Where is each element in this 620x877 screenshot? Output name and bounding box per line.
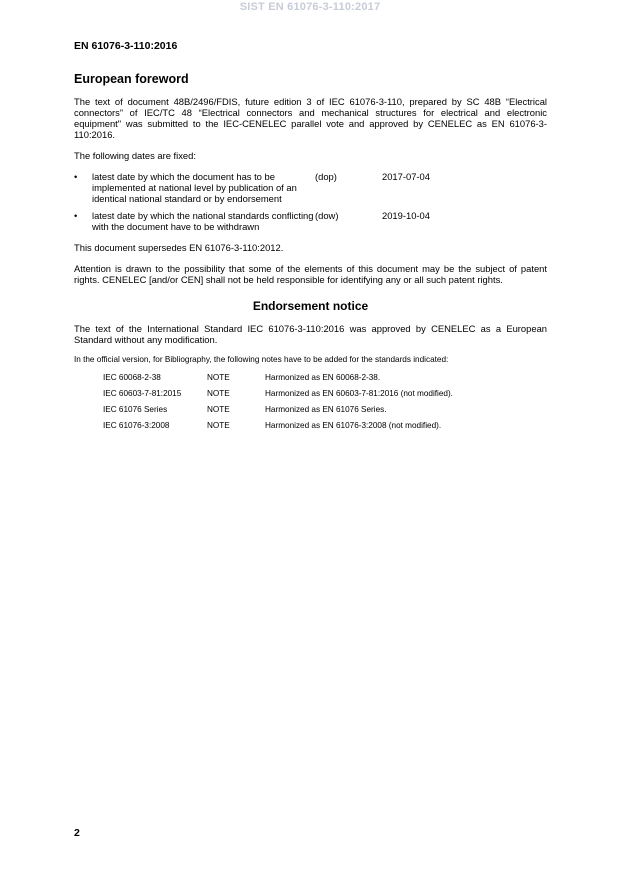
page-content (74, 72, 547, 437)
endorsement-heading: Endorsement notice (252, 299, 369, 313)
table-row (103, 405, 453, 421)
note-text: Harmonized as EN 60068-2-38. (265, 373, 381, 382)
date-row-dop (74, 171, 547, 204)
date-value: 2019-10-04 (382, 210, 430, 221)
date-abbreviation: (dop) (315, 171, 337, 182)
watermark: SIST EN 61076-3-110:2017 (239, 1, 381, 13)
foreword-intro: The text of document 48B/2496/FDIS, future edition 3 of IEC 61076-3-110, prepared by SC 48B “Electrical connectors” of IEC/TC 48 “Electrical connectors and mechanical structures for electrical and electronic equipment" was submitted to the IEC-CENELEC parallel vote and approved by CENELEC as EN 61076-3-110:2016. (74, 96, 547, 140)
date-abbreviation: (dow) (315, 210, 339, 221)
note-label: NOTE (207, 421, 230, 430)
bibliography-notes-table (103, 373, 453, 437)
date-row-dow (74, 210, 547, 232)
bullet: • (74, 210, 78, 221)
page-number: 2 (74, 827, 80, 839)
bullet: • (74, 171, 78, 182)
date-value: 2017-07-04 (382, 171, 430, 182)
endorsement-text: The text of the International Standard IEC 61076-3-110:2016 was approved by CENELEC as a European Standard without any modification. (74, 323, 547, 345)
note-text: Harmonized as EN 60603-7-81:2016 (not modified). (265, 389, 453, 398)
dates-intro: The following dates are fixed: (74, 150, 196, 161)
patent-text: Attention is drawn to the possibility that some of the elements of this document may be the subject of patent rights. CENELEC [and/or CEN] shall not be held responsible for identifying any or all such patent rights. (74, 263, 547, 285)
note-label: NOTE (207, 373, 230, 382)
note-label: NOTE (207, 389, 230, 398)
table-row (103, 389, 453, 405)
note-standard: IEC 61076 Series (103, 405, 168, 414)
dates-list (74, 171, 547, 232)
foreword-heading: European foreword (74, 72, 189, 86)
note-standard: IEC 60603-7-81:2015 (103, 389, 182, 398)
note-text: Harmonized as EN 61076-3:2008 (not modified). (265, 421, 442, 430)
note-label: NOTE (207, 405, 230, 414)
date-description: latest date by which the national standards conflicting with the document have to be withdrawn (92, 210, 314, 232)
table-row (103, 373, 453, 389)
supersedes-text: This document supersedes EN 61076-3-110:2012. (74, 242, 284, 253)
table-row (103, 421, 453, 437)
document-id: EN 61076-3-110:2016 (74, 40, 178, 52)
note-standard: IEC 61076-3:2008 (103, 421, 170, 430)
note-text: Harmonized as EN 61076 Series. (265, 405, 387, 414)
bibliography-intro: In the official version, for Bibliography, the following notes have to be added for the standards indicated: (74, 355, 449, 364)
date-description: latest date by which the document has to be implemented at national level by publication of an identical national standard or by endorsement (92, 171, 297, 204)
note-standard: IEC 60068-2-38 (103, 373, 161, 382)
